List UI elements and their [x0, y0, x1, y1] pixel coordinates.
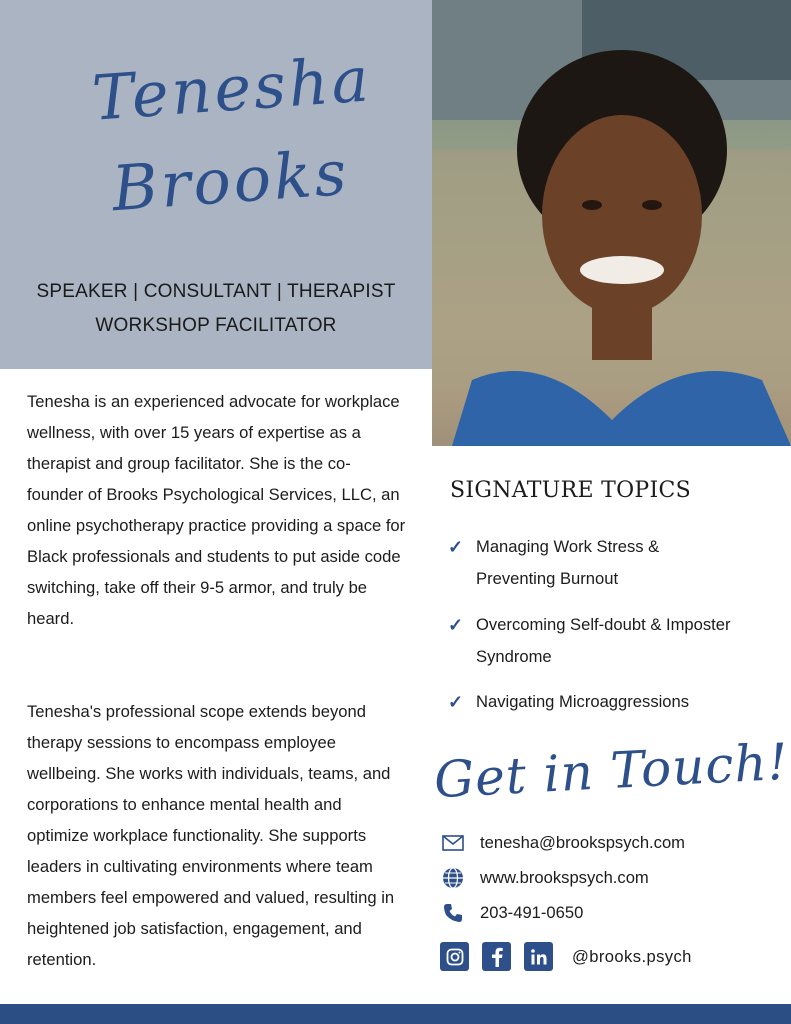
bio-paragraph-1: Tenesha is an experienced advocate for workplace wellness, with over 15 years of expertise as a therapist and group facilitator. She is the co-founder of Brooks Psychological Services, LLC, an online psychotherapy practice providing a space for Black professionals and students to put aside code switching, take off their 9-5 armor, and truly be heard.	[27, 392, 406, 628]
checkmark-icon: ✓	[448, 615, 464, 635]
topic-item	[448, 531, 736, 595]
instagram-icon[interactable]	[440, 942, 469, 971]
name-last: Brooks	[109, 135, 352, 226]
globe-icon	[440, 867, 466, 889]
checkmark-icon: ✓	[448, 692, 464, 712]
website-row	[440, 867, 649, 889]
checkmark-icon: ✓	[448, 537, 464, 557]
phone-icon	[440, 902, 466, 924]
portrait-photo	[432, 0, 791, 446]
topic-item	[448, 686, 736, 718]
linkedin-icon[interactable]	[524, 942, 553, 971]
tagline-facilitator: WORKSHOP FACILITATOR	[95, 315, 337, 336]
footer-bar	[0, 1004, 791, 1024]
signature-topics-title: SIGNATURE TOPICS	[450, 478, 692, 503]
topic-label: Navigating Microaggressions	[476, 692, 690, 711]
topic-label: Managing Work Stress & Preventing Burnout	[476, 537, 660, 588]
tagline-roles: SPEAKER | CONSULTANT | THERAPIST	[36, 281, 396, 302]
phone-row	[440, 902, 583, 924]
email-link[interactable]: tenesha@brookspsych.com	[480, 833, 686, 852]
facebook-icon[interactable]	[482, 942, 511, 971]
header-panel	[0, 0, 432, 369]
portrait-illustration	[432, 0, 791, 446]
get-in-touch-title: Get in Touch!	[432, 732, 790, 810]
website-link[interactable]: www.brookspsych.com	[480, 868, 649, 887]
email-row	[440, 832, 685, 854]
social-handle[interactable]: @brooks.psych	[572, 946, 692, 966]
phone-number[interactable]: 203-491-0650	[480, 903, 584, 922]
social-row	[440, 942, 692, 971]
envelope-icon	[440, 832, 466, 854]
topic-label: Overcoming Self-doubt & Imposter Syndrome	[476, 615, 731, 666]
name-first: Tenesha	[89, 42, 374, 135]
topic-item	[448, 609, 736, 673]
bio-paragraph-2: Tenesha's professional scope extends beyond therapy sessions to encompass employee wellbeing. She works with individuals, teams, and corporations to enhance mental health and optimize workplace functionality. She supports leaders in cultivating environments where team members feel empowered and valued, resulting in heightened job satisfaction, engagement, and retention.	[27, 702, 395, 969]
